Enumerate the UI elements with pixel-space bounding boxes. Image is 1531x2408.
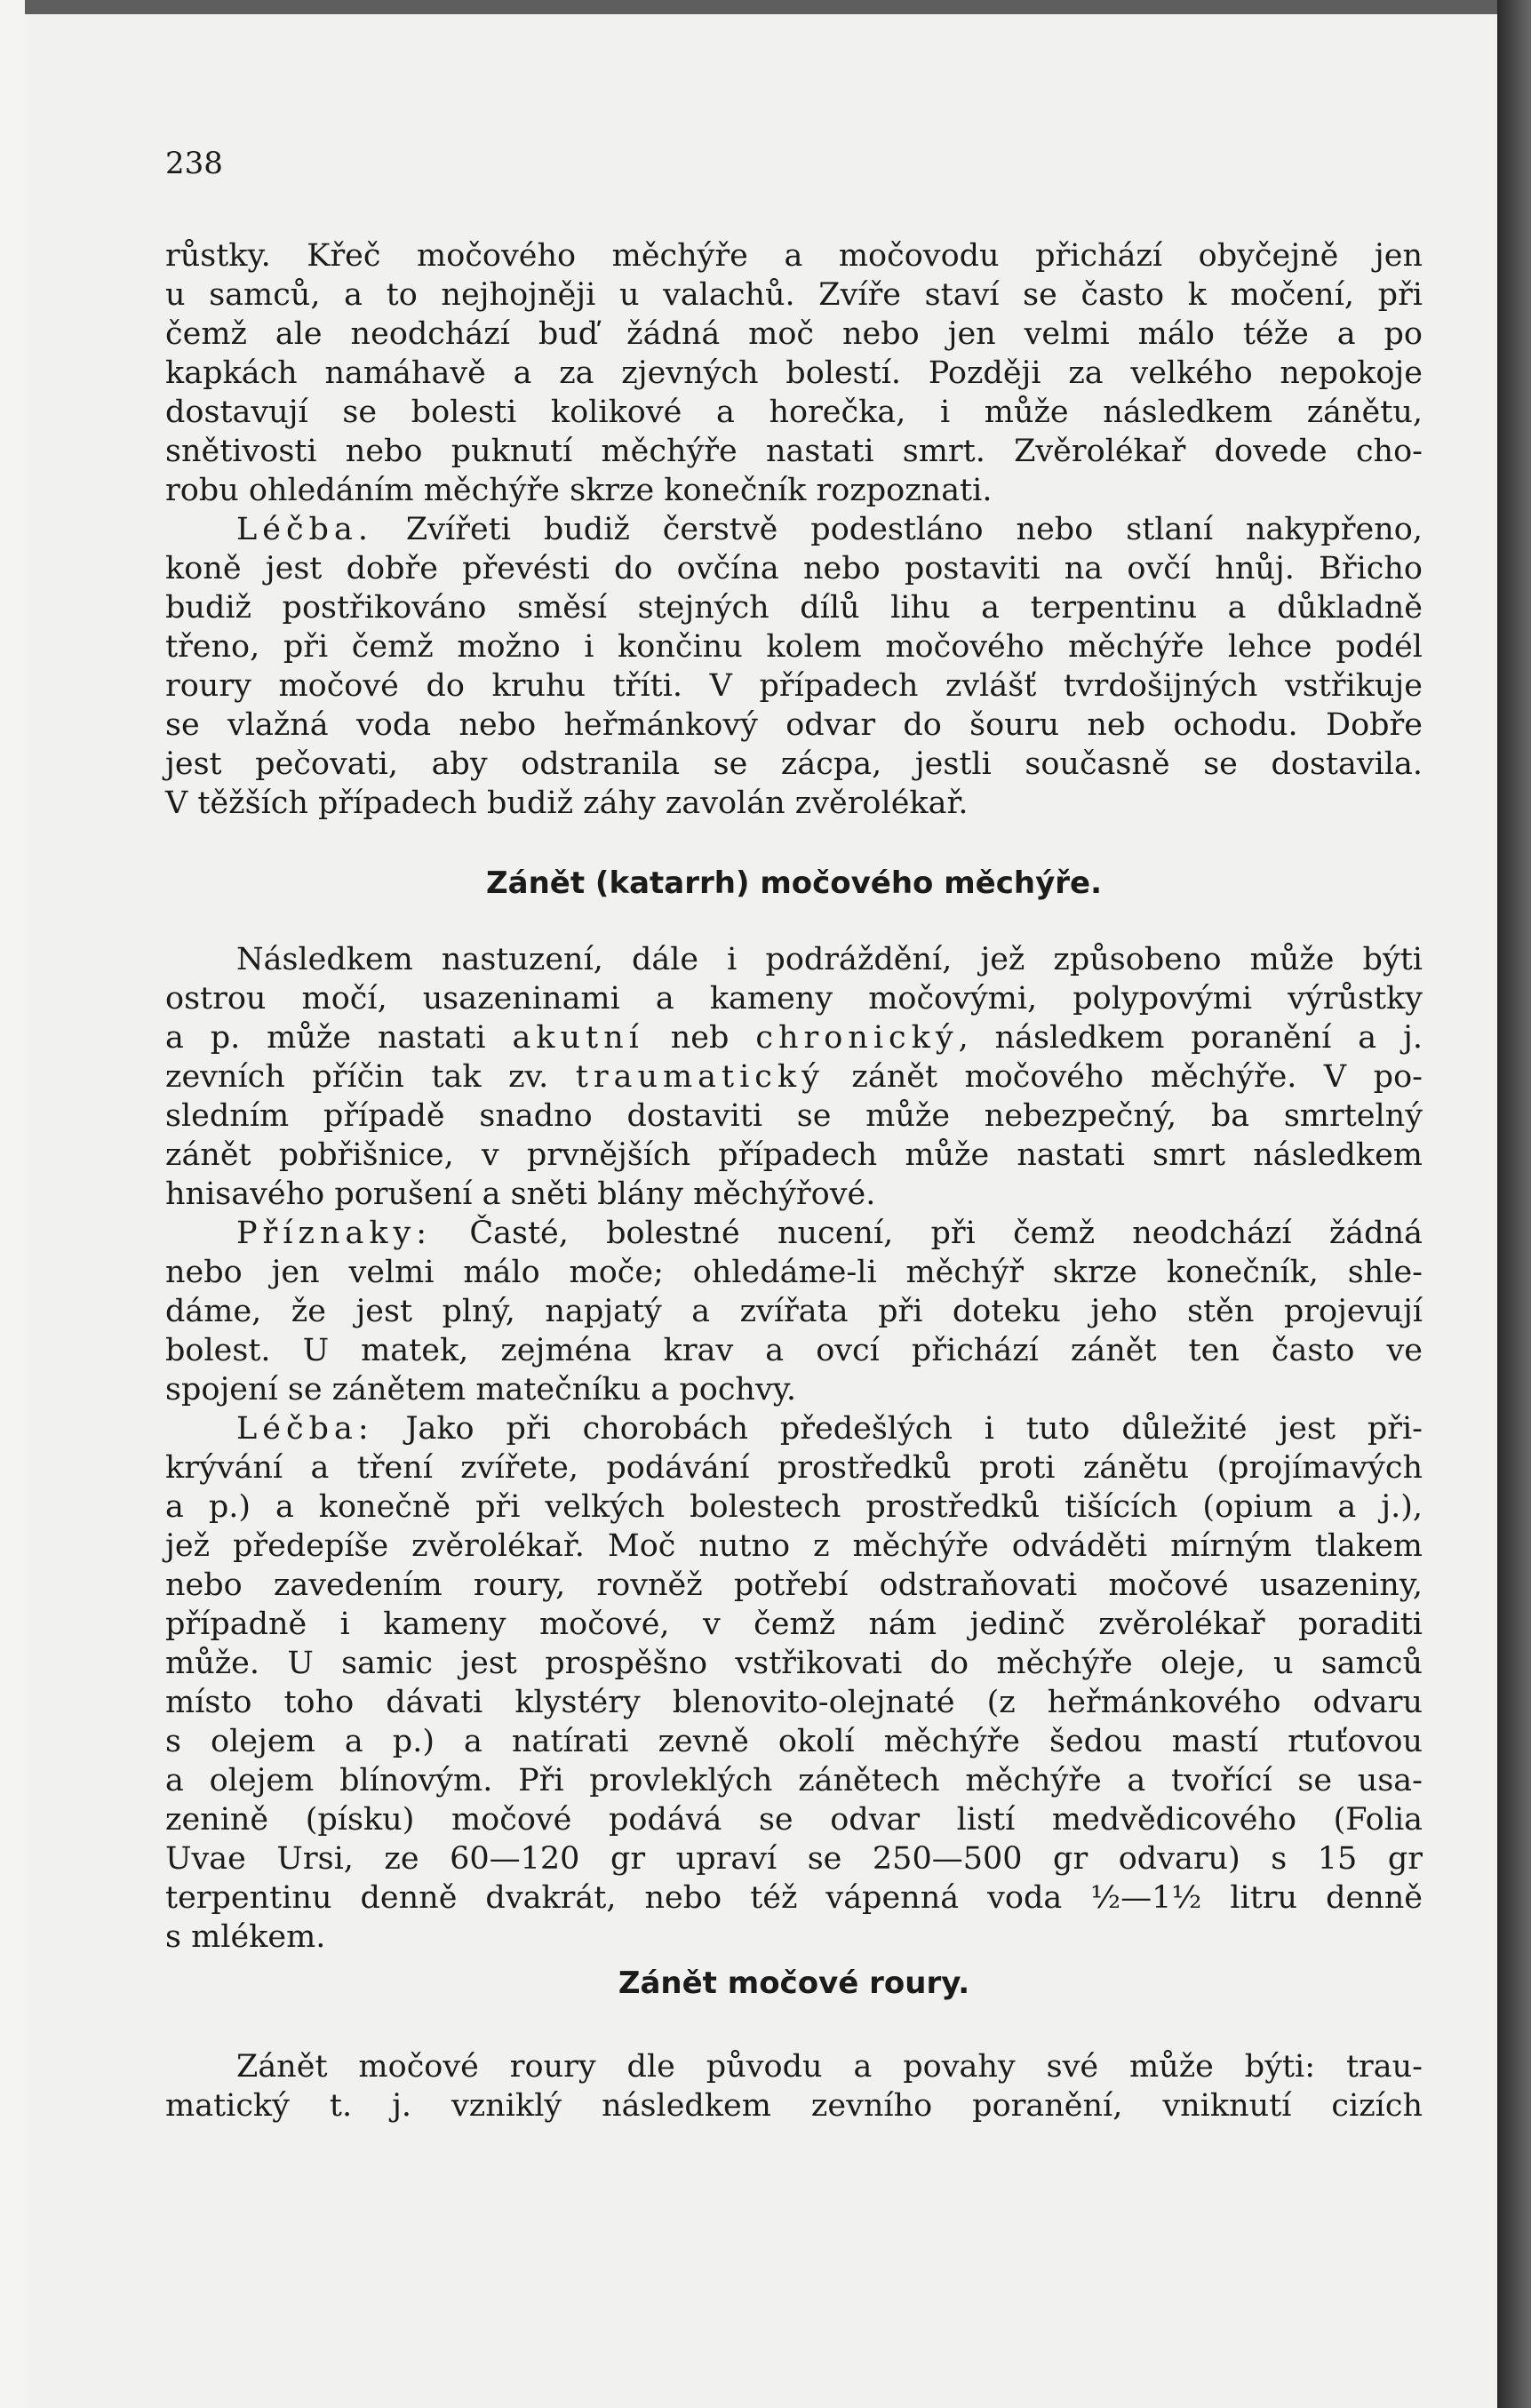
text-line: spojení se zánětem matečníku a pochvy.: [165, 1372, 796, 1407]
text-line: bolest. U matek, zejména krav a ovcí přichází zánět ten často ve: [165, 1333, 1423, 1368]
text-line: budiž postřikováno směsí stejných dílů lihu a terpentinu a důkladně: [165, 590, 1423, 626]
text-span: neb: [670, 1020, 730, 1056]
text-line-with-terms: [165, 1057, 1423, 1096]
text-line: čemž ale neodchází buď žádná moč nebo jen velmi málo téže a po: [165, 316, 1423, 352]
text-line: Zánět močové roury dle původu a povahy své může býti: trau-: [236, 2049, 1423, 2085]
term-chronic: chronický: [755, 1020, 959, 1056]
section-heading: Zánět (katarrh) močového měchýře.: [485, 865, 1103, 901]
text-line: matický t. j. vzniklý následkem zevního poranění, vniknutí cizích: [165, 2088, 1423, 2124]
treatment-label: Léčba.: [236, 512, 373, 547]
book-page: [25, 14, 1497, 2408]
scan-shadow-right: [1497, 0, 1531, 2408]
text-line: dáme, že jest plný, napjatý a zvířata při doteku jeho stěn projevují: [165, 1294, 1423, 1329]
text-span: zevních příčin tak zv.: [165, 1059, 549, 1095]
page-number: 238: [165, 146, 223, 181]
text-line: Následkem nastuzení, dále i podráždění, jež způsobeno může býti: [236, 942, 1423, 977]
text-line: roury močové do kruhu tříti. V případech zvlášť tvrdošijných vstřikuje: [165, 668, 1423, 704]
text-span: a p. může nastati: [165, 1020, 486, 1056]
text-line: růstky. Křeč močového měchýře a močovodu přichází obyčejně jen: [165, 238, 1423, 274]
text-line: hnisavého porušení a sněti blány měchýřové.: [165, 1176, 876, 1212]
text-line: koně jest dobře převésti do ovčína nebo postaviti na ovčí hnůj. Břicho: [165, 551, 1423, 586]
text-span: Jako při chorobách předešlých i tuto důležité jest při-: [405, 1411, 1423, 1447]
text-line: dostavují se bolesti kolikové a horečka, i může následkem zánětu,: [165, 395, 1423, 430]
text-line: zenině (písku) močové podává se odvar listí medvědicového (Folia: [165, 1802, 1423, 1838]
section-heading: Zánět močové roury.: [618, 1965, 970, 2001]
text-line: terpentinu denně dvakrát, nebo též vápenná voda ½—1½ litru denně: [165, 1880, 1423, 1916]
text-line-with-terms: [165, 1018, 1423, 1057]
text-line: krývání a tření zvířete, podávání prostředků proti zánětu (projímavých: [165, 1450, 1423, 1486]
text-line: případně i kameny močové, v čemž nám jedinč zvěrolékař poraditi: [165, 1607, 1423, 1642]
text-span: zánět močového měchýře. V po-: [851, 1059, 1423, 1095]
page-edge-left: [0, 0, 25, 2408]
text-line: nebo zavedením roury, rovněž potřebí odstraňovati močové usazeniny,: [165, 1567, 1423, 1603]
text-line: místo toho dávati klystéry blenovito-olejnaté (z heřmánkového odvaru: [165, 1685, 1423, 1720]
text-line: a p.) a konečně při velkých bolestech prostředků tišících (opium a j.),: [165, 1489, 1423, 1525]
text-span: , následkem poranění a j.: [958, 1020, 1423, 1056]
text-span: Zvířeti budiž čerstvě podestláno nebo stlaní nakypřeno,: [405, 512, 1423, 547]
text-line: jež předepíše zvěrolékař. Moč nutno z měchýře odváděti mírným tlakem: [165, 1528, 1423, 1564]
text-line: se vlažná voda nebo heřmánkový odvar do šouru neb ochodu. Dobře: [165, 707, 1423, 743]
text-line: snětivosti nebo puknutí měchýře nastati smrt. Zvěrolékař dovede cho-: [165, 434, 1423, 469]
text-line: s olejem a p.) a natírati zevně okolí měchýře šedou mastí rtuťovou: [165, 1724, 1423, 1759]
text-line: kapkách namáhavě a za zjevných bolestí. Později za velkého nepokoje: [165, 355, 1423, 391]
text-line: sledním případě snadno dostaviti se může nebezpečný, ba smrtelný: [165, 1098, 1423, 1134]
term-acute: akutní: [512, 1020, 644, 1056]
treatment-label: Léčba:: [236, 1411, 374, 1447]
text-line: a olejem blínovým. Při provleklých zánětech měchýře a tvořící se usa-: [165, 1763, 1423, 1798]
term-traumatic: traumatický: [575, 1059, 825, 1095]
treatment-paragraph-start: [165, 510, 1423, 549]
text-span: Časté, bolestné nucení, při čemž neodchází žádná: [469, 1216, 1423, 1251]
symptoms-paragraph-start: [165, 1214, 1423, 1253]
text-line: u samců, a to nejhojněji u valachů. Zvíře staví se často k močení, při: [165, 277, 1423, 313]
text-line: nebo jen velmi málo moče; ohledáme-li měchýř skrze konečník, shle-: [165, 1255, 1423, 1290]
text-line: s mlékem.: [165, 1919, 326, 1955]
text-line: robu ohledáním měchýře skrze konečník rozpoznati.: [165, 473, 993, 508]
text-line: ostrou močí, usazeninami a kameny močovými, polypovými výrůstky: [165, 981, 1423, 1017]
text-line: Uvae Ursi, ze 60—120 gr upraví se 250—500 gr odvaru) s 15 gr: [165, 1841, 1423, 1877]
text-line: může. U samic jest prospěšno vstřikovati do měchýře oleje, u samců: [165, 1646, 1423, 1681]
symptoms-label: Příznaky:: [236, 1216, 433, 1251]
text-line: V těžších případech budiž záhy zavolán zvěrolékař.: [165, 785, 969, 821]
text-line: jest pečovati, aby odstranila se zácpa, jestli současně se dostavila.: [165, 746, 1423, 782]
treatment-paragraph-start: [165, 1409, 1423, 1448]
text-line: zánět pobřišnice, v prvnějších případech může nastati smrt následkem: [165, 1137, 1423, 1173]
page-text: [165, 236, 1423, 2125]
text-line: třeno, při čemž možno i končinu kolem močového měchýře lehce podél: [165, 629, 1423, 665]
